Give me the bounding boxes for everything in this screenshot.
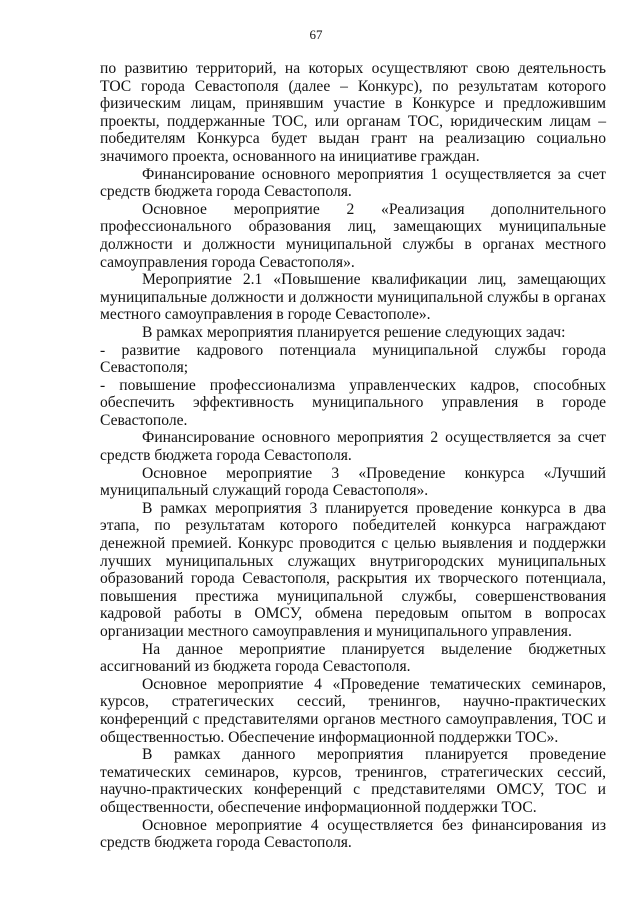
paragraph: В рамках мероприятия 3 планируется проведение конкурса в два этапа, по результатам которого победителей конкурса награждают денежной премией. Конкурс проводится с целью выявления и поддержки лучших муниципальных служащих внутригородских муниципальных образований города Севастополя, раскрытия их творческого потенциала, повышения престижа муниципальной службы, совершенствования кадровой работы в ОМСУ, обмена передовым опытом в вопросах организации местного самоуправления и муниципального управления. xyxy=(100,499,606,640)
paragraph: Основное мероприятие 4 осуществляется без финансирования из средств бюджета города Севастополя. xyxy=(100,816,606,852)
list-item: - развитие кадрового потенциала муниципальной службы города Севастополя; xyxy=(100,341,606,377)
paragraph: Финансирование основного мероприятия 2 осуществляется за счет средств бюджета города Севастополя. xyxy=(100,429,606,465)
page-number: 67 xyxy=(309,27,323,42)
paragraph: Основное мероприятие 3 «Проведение конкурса «Лучший муниципальный служащий города Севастополя». xyxy=(100,464,606,500)
paragraph: Основное мероприятие 4 «Проведение тематических семинаров, курсов, стратегических сессий, тренингов, научно-практических конференций с представителями органов местного самоуправления, ТОС и общественностью. Обеспечение информационной поддержки ТОС». xyxy=(100,675,606,746)
paragraph: На данное мероприятие планируется выделение бюджетных ассигнований из бюджета города Севастополя. xyxy=(100,640,606,676)
paragraph: В рамках мероприятия планируется решение следующих задач: xyxy=(142,323,566,341)
paragraph: Финансирование основного мероприятия 1 осуществляется за счет средств бюджета города Севастополя. xyxy=(100,165,606,201)
list-item: - повышение профессионализма управленческих кадров, способных обеспечить эффективность муниципального управления в городе Севастополе. xyxy=(100,376,606,429)
paragraph: Основное мероприятие 2 «Реализация дополнительного профессионального образования лиц, замещающих муниципальные должности и должности муниципальной службы в органах местного самоуправления города Севастополя». xyxy=(100,200,606,271)
paragraph: по развитию территорий, на которых осуществляют свою деятельность ТОС города Севастополя (далее – Конкурс), по результатам которого физическим лицам, принявшим участие в Конкурсе и предложившим проекты, поддержанные ТОС, или органам ТОС, юридическим лицам – победителям Конкурса будет выдан грант на реализацию социально значимого проекта, основанного на инициативе граждан. xyxy=(100,60,606,165)
paragraph: Мероприятие 2.1 «Повышение квалификации лиц, замещающих муниципальные должности и должности муниципальной службы в органах местного самоуправления в городе Севастополе». xyxy=(100,271,606,324)
document-body xyxy=(100,60,606,852)
paragraph: В рамках данного мероприятия планируется проведение тематических семинаров, курсов, тренингов, стратегических сессий, научно-практических конференций с представителями ОМСУ, ТОС и общественности, обеспечение информационной поддержки ТОС. xyxy=(100,746,606,816)
